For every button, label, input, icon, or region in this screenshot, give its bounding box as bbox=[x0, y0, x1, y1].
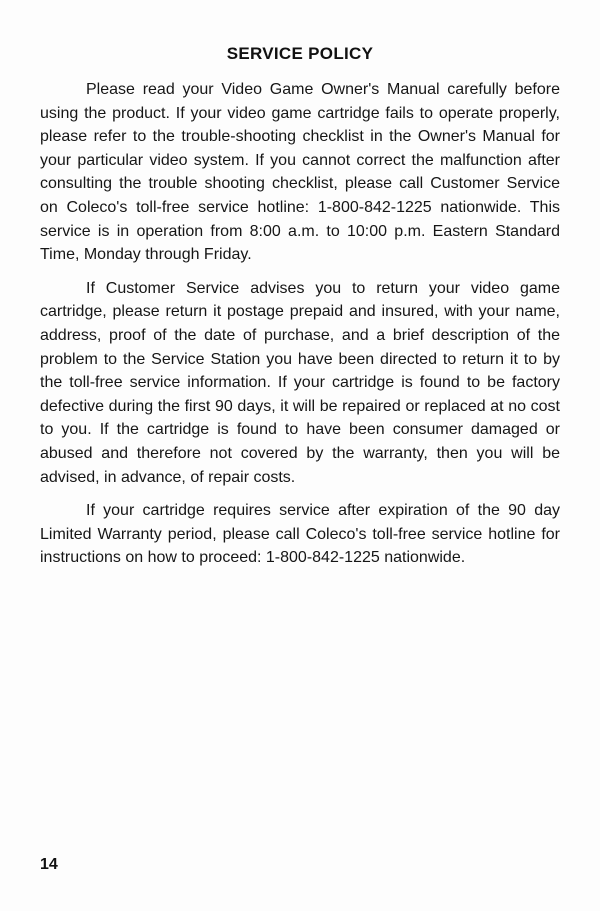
paragraph-after-warranty: If your cartridge requires service after expiration of the 90 day Limited Warranty period, please call Coleco's toll-free service hotline for instructions on how to proceed: 1-800-842-1225 nationwide. bbox=[40, 502, 560, 567]
paragraph-read-manual: Please read your Video Game Owner's Manual carefully before using the product. If your video game cartridge fails to operate properly, please refer to the trouble-shooting checklist in the Owner's Manual for your particular video system. If you cannot correct the malfunction after consulting the trouble shooting checklist, please call Customer Service on Coleco's toll-free service hotline: 1-800-842-1225 nationwide. This service is in operation from 8:00 a.m. to 10:00 p.m. Eastern Standard Time, Monday through Friday. bbox=[40, 81, 560, 264]
paragraph-return-cartridge: If Customer Service advises you to return your video game cartridge, please return it postage prepaid and insured, with your name, address, proof of the date of purchase, and a brief description of the problem to the Service Station you have been directed to return it to by the toll-free service information. If your cartridge is found to be factory defective during the first 90 days, it will be repaired or replaced at no cost to you. If the cartridge is found to have been consumer damaged or abused and therefore not covered by the warranty, then you will be advised, in advance, of repair costs. bbox=[40, 279, 560, 486]
body-text bbox=[40, 78, 560, 580]
page-number: 14 bbox=[40, 856, 58, 873]
page-title: SERVICE POLICY bbox=[226, 44, 374, 63]
